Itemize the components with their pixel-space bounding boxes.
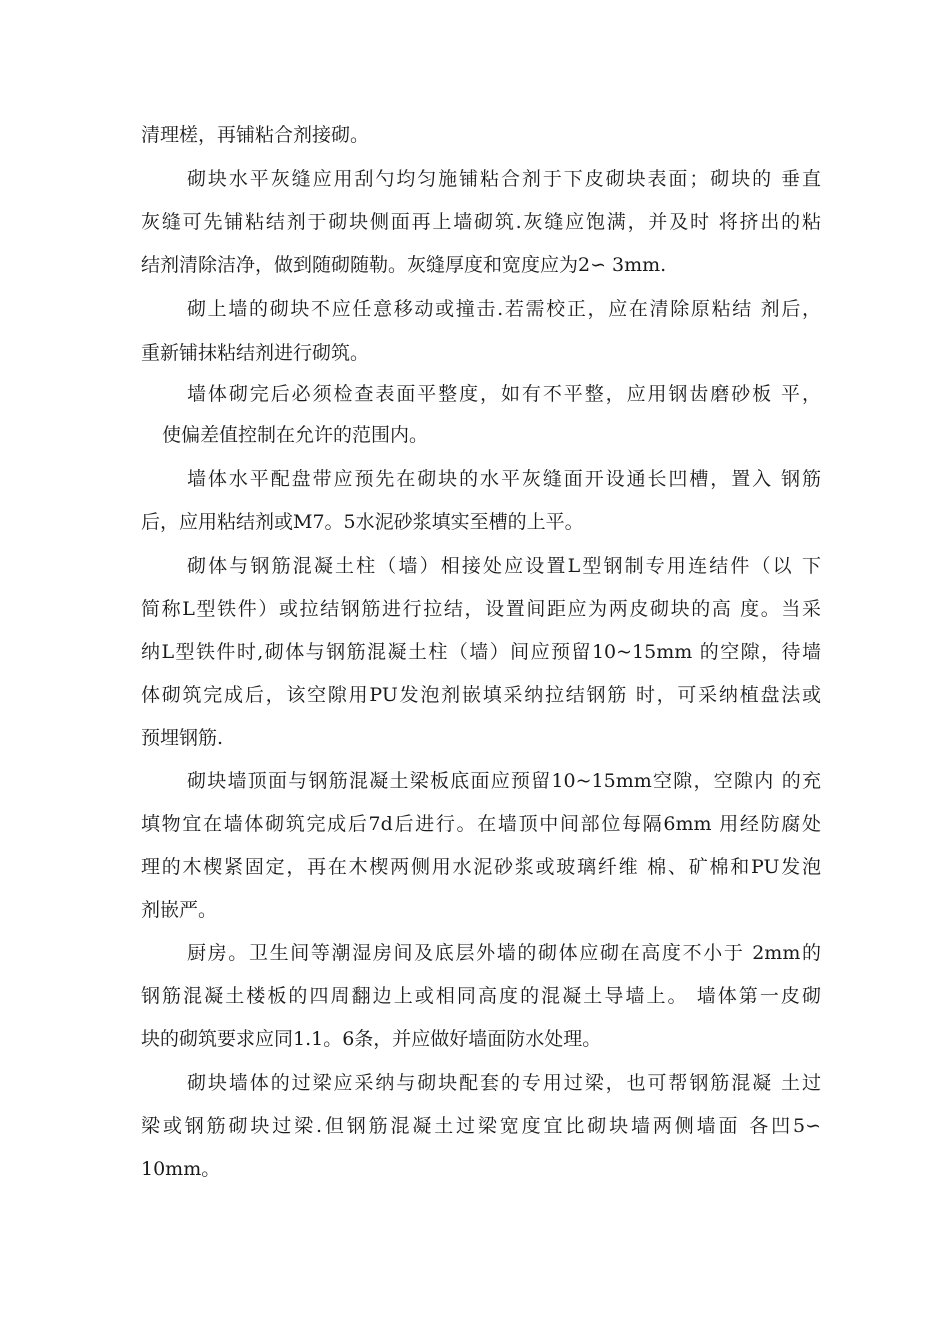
text-line: 墙体水平配盘带应预先在砌块的水平灰缝面开设通长凹槽，置入 钢筋 (187, 468, 821, 490)
text-line: 厨房。卫生间等潮湿房间及底层外墙的砌体应砌在高度不小于 2mm的 (187, 942, 821, 964)
text-line: 结剂清除洁净，做到随砌随勒。灰缝厚度和宽度应为2∽ 3mm. (141, 254, 667, 276)
text-line: 砌块水平灰缝应用刮勺均匀施铺粘合剂于下皮砌块表面；砌块的 垂直 (187, 168, 821, 190)
text-line: 使偏差值控制在允许的范围内。 (162, 424, 429, 446)
text-line: 墙体砌完后必须检查表面平整度，如有不平整，应用钢齿磨砂板 平， (187, 383, 821, 405)
text-line: 砌上墙的砌块不应任意移动或撞击.若需校正，应在清除原粘结 剂后， (187, 298, 821, 320)
text-line: 清理槎，再铺粘合剂接砌。 (141, 124, 370, 146)
text-line: 10mm。 (141, 1158, 221, 1180)
text-line: 砌块墙顶面与钢筋混凝土梁板底面应预留10~15mm空隙，空隙内 的充 (187, 770, 821, 792)
text-line: 砌体与钢筋混凝土柱（墙）相接处应设置L型钢制专用连结件（以 下 (187, 555, 821, 577)
text-line: 钢筋混凝土楼板的四周翻边上或相同高度的混凝土导墙上。 墙体第一皮砌 (141, 985, 821, 1007)
text-line: 砌块墙体的过梁应采纳与砌块配套的专用过梁，也可帮钢筋混凝 土过 (187, 1072, 821, 1094)
text-line: 后，应用粘结剂或M7。5水泥砂浆填实至槽的上平。 (141, 511, 584, 533)
text-line: 简称L型铁件）或拉结钢筋进行拉结，设置间距应为两皮砌块的高 度。当采 (141, 598, 821, 620)
text-line: 重新铺抹粘结剂进行砌筑。 (141, 342, 370, 364)
text-line: 灰缝可先铺粘结剂于砌块侧面再上墙砌筑.灰缝应饱满，并及时 将挤出的粘 (141, 211, 821, 233)
text-line: 剂嵌严。 (141, 899, 218, 921)
text-line: 纳L型铁件时,砌体与钢筋混凝土柱（墙）间应预留10~15mm 的空隙，待墙 (141, 641, 821, 663)
text-line: 理的木楔紧固定，再在木楔两侧用水泥砂浆或玻璃纤维 棉、矿棉和PU发泡 (141, 856, 821, 878)
text-line: 填物宜在墙体砌筑完成后7d后进行。在墙顶中间部位每隔6mm 用经防腐处 (141, 813, 821, 835)
text-line: 梁或钢筋砌块过梁.但钢筋混凝土过梁宽度宜比砌块墙两侧墙面 各凹5∽ (141, 1115, 821, 1137)
text-line: 体砌筑完成后，该空隙用PU发泡剂嵌填采纳拉结钢筋 时，可采纳植盘法或 (141, 684, 821, 706)
text-line: 块的砌筑要求应同1.1。6条，并应做好墙面防水处理。 (141, 1028, 602, 1050)
text-line: 预埋钢筋. (141, 727, 224, 749)
